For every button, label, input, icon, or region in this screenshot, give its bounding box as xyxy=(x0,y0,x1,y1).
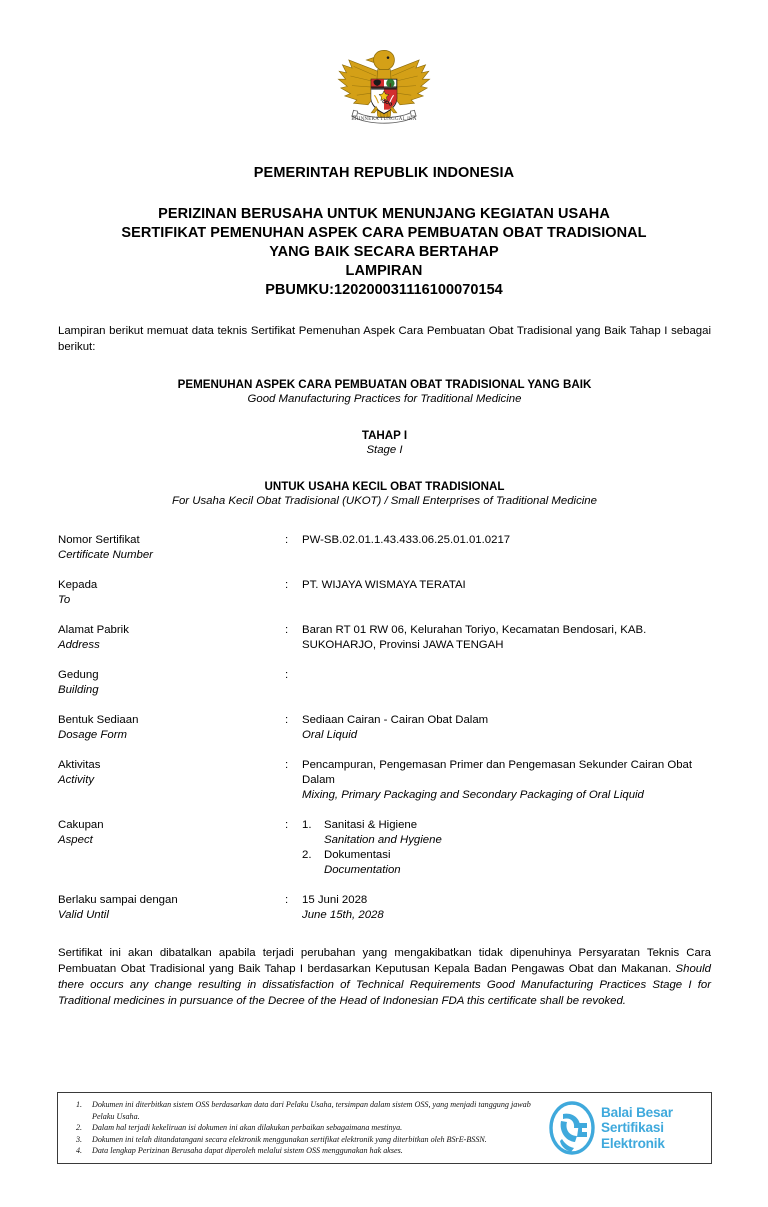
label-en: Activity xyxy=(58,774,95,787)
field-row-activity xyxy=(58,758,711,803)
section-heading-scope-id: UNTUK USAHA KECIL OBAT TRADISIONAL xyxy=(264,480,505,494)
field-separator: : xyxy=(285,534,289,547)
footer-legal-box xyxy=(57,1092,712,1164)
field-value-certificate-number xyxy=(302,533,711,548)
label-en: Valid Until xyxy=(58,909,109,922)
field-label-address xyxy=(58,623,285,653)
value-id: Pencampuran, Pengemasan Primer dan Pengemasan Sekunder Cairan Obat Dalam xyxy=(302,759,693,787)
field-row-building xyxy=(58,668,711,698)
label-en: Certificate Number xyxy=(58,549,153,562)
aspect-id: Dokumentasi xyxy=(324,849,391,862)
aspect-en: Sanitation and Hygiene xyxy=(324,834,442,847)
field-label-aspect xyxy=(58,818,285,848)
field-label-building xyxy=(58,668,285,698)
section-heading-scope-en: For Usaha Kecil Obat Tradisional (UKOT) / Small Enterprises of Traditional Medicine xyxy=(172,495,597,508)
field-row-to xyxy=(58,578,711,608)
label-id: Kepada xyxy=(58,579,98,592)
footer-note xyxy=(70,1099,543,1122)
field-separator: : xyxy=(285,579,289,592)
label-id: Berlaku sampai dengan xyxy=(58,894,178,907)
svg-text:BHINNEKA TUNGGAL IKA: BHINNEKA TUNGGAL IKA xyxy=(351,117,417,122)
field-value-activity xyxy=(302,758,711,803)
document-title-block xyxy=(0,165,768,300)
aspect-number: 2. xyxy=(302,849,312,862)
intro-paragraph: Lampiran berikut memuat data teknis Sertifikat Pemenuhan Aspek Cara Pembuatan Obat Tradisional yang Baik Tahap I sebagai berikut: xyxy=(58,325,711,354)
footer-note xyxy=(70,1145,543,1156)
field-separator: : xyxy=(285,669,289,682)
label-id: Bentuk Sediaan xyxy=(58,714,139,727)
title-line-3: YANG BAIK SECARA BERTAHAP xyxy=(269,244,499,261)
section-heading-stage xyxy=(58,428,711,458)
field-label-valid-until xyxy=(58,893,285,923)
footer-note-text: Dokumen ini telah ditandatangani secara elektronik menggunakan sertifikat elektronik yang diterbitkan oleh BSrE-BSSN. xyxy=(92,1134,487,1144)
closing-text-en: Should there occurs any change resulting in dissatisfaction of Technical Requirements Good Manufacturing Practices Stage I for Traditional medicines in pursuance of the Decree of the Head of Indonesian FDA this certificate shall be revoked. xyxy=(58,963,711,1008)
bsre-logo-line-3: Elektronik xyxy=(601,1135,665,1151)
label-en: To xyxy=(58,594,71,607)
footer-note-number: 2. xyxy=(76,1123,83,1133)
aspect-list-item xyxy=(302,848,711,878)
field-label-to xyxy=(58,578,285,608)
field-separator: : xyxy=(285,819,289,832)
field-label-activity xyxy=(58,758,285,788)
closing-text-id: Sertifikat ini akan dibatalkan apabila terjadi perubahan yang mengakibatkan tidak dipenuhinya Persyaratan Teknis Cara Pembuatan Obat Tradisional yang Baik Tahap I berdasarkan Keputusan Kepala Badan Pengawas Obat dan Makanan. xyxy=(58,947,711,976)
field-row-valid-until xyxy=(58,893,711,923)
aspect-number: 1. xyxy=(302,819,312,832)
bsre-logo-line-1: Balai Besar xyxy=(601,1104,673,1120)
emblem-container xyxy=(0,0,768,136)
title-line-2: SERTIFIKAT PEMENUHAN ASPEK CARA PEMBUATAN OBAT TRADISIONAL xyxy=(121,225,647,242)
aspect-id: Sanitasi & Higiene xyxy=(324,819,418,832)
label-id: Gedung xyxy=(58,669,99,682)
value-en: Mixing, Primary Packaging and Secondary Packaging of Oral Liquid xyxy=(302,789,644,802)
section-heading-gmp-en: Good Manufacturing Practices for Traditional Medicine xyxy=(247,393,522,406)
aspect-text xyxy=(324,848,401,878)
document-body xyxy=(0,323,768,1009)
government-title: PEMERINTAH REPUBLIK INDONESIA xyxy=(253,165,515,181)
footer-note-text: Dalam hal terjadi kekeliruan isi dokumen ini akan dilakukan perbaikan sebagaimana mestinya. xyxy=(92,1123,403,1133)
label-id: Cakupan xyxy=(58,819,104,832)
field-value-address xyxy=(302,623,711,653)
field-row-certificate-number xyxy=(58,533,711,563)
section-heading-scope xyxy=(58,479,711,509)
pbumku-number: PBUMKU:120200031116100070154 xyxy=(265,282,503,299)
footer-note-number: 4. xyxy=(76,1146,83,1156)
value-id: PW-SB.02.01.1.43.433.06.25.01.01.0217 xyxy=(302,534,511,547)
value-id: Sediaan Cairan - Cairan Obat Dalam xyxy=(302,714,489,727)
label-en: Address xyxy=(58,639,100,652)
footer-note-text: Dokumen ini diterbitkan sistem OSS berdasarkan data dari Pelaku Usaha, tersimpan dalam sistem OSS, yang menjadi tanggung jawab Pelaku Usaha. xyxy=(92,1100,531,1121)
certificate-fields xyxy=(58,533,711,923)
footer-note xyxy=(70,1122,543,1133)
section-heading-gmp xyxy=(58,377,711,407)
value-en: June 15th, 2028 xyxy=(302,909,384,922)
value-id: Baran RT 01 RW 06, Kelurahan Toriyo, Kecamatan Bendosari, KAB. SUKOHARJO, Provinsi JAWA TENGAH xyxy=(302,624,647,652)
value-id: PT. WIJAYA WISMAYA TERATAI xyxy=(302,579,466,592)
field-separator: : xyxy=(285,894,289,907)
section-heading-stage-id: TAHAP I xyxy=(361,429,408,443)
field-separator: : xyxy=(285,759,289,772)
footer-note-number: 3. xyxy=(76,1134,83,1144)
field-label-dosage-form xyxy=(58,713,285,743)
closing-paragraph xyxy=(58,945,711,1009)
field-value-dosage-form xyxy=(302,713,711,743)
value-id: 15 Juni 2028 xyxy=(302,894,368,907)
label-en: Aspect xyxy=(58,834,93,847)
label-id: Nomor Sertifikat xyxy=(58,534,140,547)
label-id: Alamat Pabrik xyxy=(58,624,129,637)
bsre-logo xyxy=(549,1101,711,1155)
field-row-address xyxy=(58,623,711,653)
field-label-certificate-number xyxy=(58,533,285,563)
field-row-dosage-form xyxy=(58,713,711,743)
field-separator: : xyxy=(285,714,289,727)
field-value-to xyxy=(302,578,711,593)
value-en: Oral Liquid xyxy=(302,729,358,742)
section-heading-gmp-id: PEMENUHAN ASPEK CARA PEMBUATAN OBAT TRADISIONAL YANG BAIK xyxy=(177,378,592,392)
certificate-title-group xyxy=(0,205,768,300)
footer-notes-list xyxy=(58,1099,549,1156)
bsre-logo-text xyxy=(601,1105,673,1152)
aspect-text xyxy=(324,818,442,848)
label-en: Building xyxy=(58,684,99,697)
title-line-4-lampiran: LAMPIRAN xyxy=(345,263,423,280)
aspect-list xyxy=(302,818,711,878)
aspect-en: Documentation xyxy=(324,864,401,877)
field-value-valid-until xyxy=(302,893,711,923)
footer-note-text: Data lengkap Perizinan Berusaha dapat diperoleh melalui sistem OSS menggunakan hak akses. xyxy=(92,1146,403,1156)
field-separator: : xyxy=(285,624,289,637)
field-value-aspect xyxy=(302,818,711,878)
garuda-pancasila-emblem xyxy=(336,44,432,136)
aspect-list-item xyxy=(302,818,711,848)
bsre-logo-line-2: Sertifikasi xyxy=(601,1120,664,1136)
section-heading-stage-en: Stage I xyxy=(366,444,403,457)
title-line-1: PERIZINAN BERUSAHA UNTUK MENUNJANG KEGIATAN USAHA xyxy=(158,206,610,223)
footer-note-number: 1. xyxy=(76,1100,83,1110)
field-row-aspect xyxy=(58,818,711,878)
bsre-emblem-icon xyxy=(549,1101,595,1155)
label-en: Dosage Form xyxy=(58,729,128,742)
footer-note xyxy=(70,1134,543,1145)
label-id: Aktivitas xyxy=(58,759,101,772)
